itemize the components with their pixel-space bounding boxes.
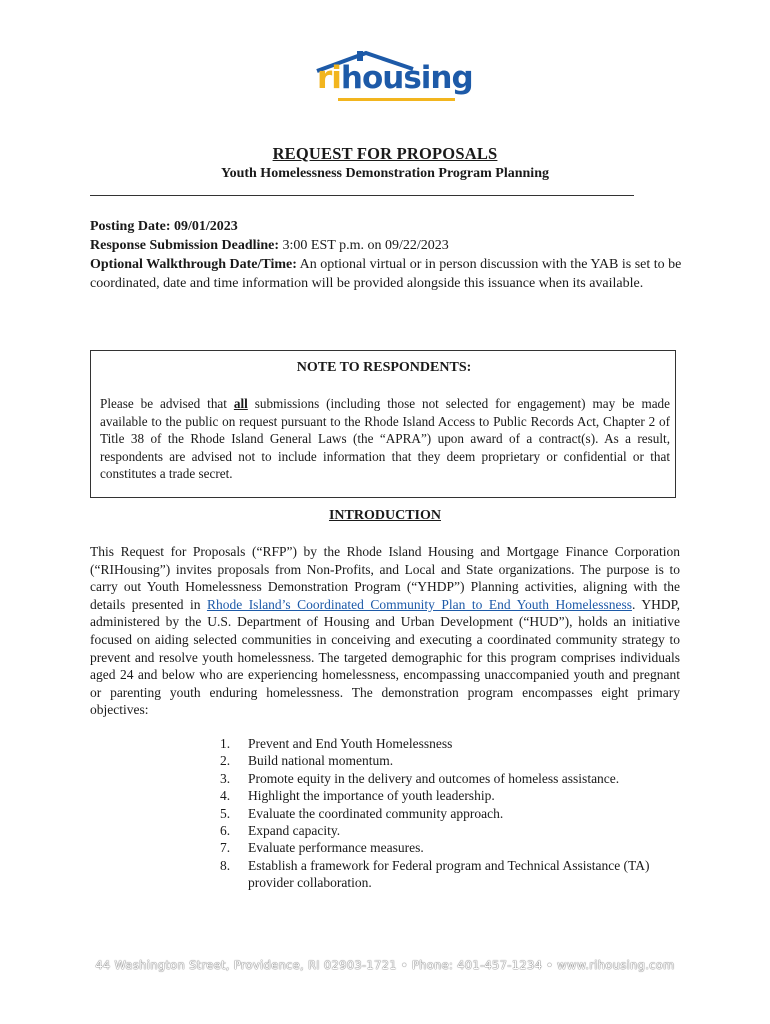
walkthrough-value: An optional virtual or in person discussion with the YAB is set to be coordinated, date and time information will be provided alongside this issuance when its available. bbox=[90, 257, 682, 291]
list-item-text: Build national momentum. bbox=[248, 753, 394, 769]
posting-date: Posting Date: 09/01/2023 bbox=[90, 219, 238, 234]
list-item-text: Establish a framework for Federal program and Technical Assistance (TA) provider collaboration. bbox=[248, 857, 650, 891]
list-item-text: Evaluate performance measures. bbox=[248, 840, 424, 856]
rfp-dates bbox=[90, 217, 685, 293]
list-item bbox=[220, 787, 680, 804]
list-item-number: 8. bbox=[220, 857, 231, 873]
list-item-number: 7. bbox=[220, 840, 231, 856]
walkthrough-label: Optional Walkthrough Date/Time: bbox=[90, 257, 297, 272]
note-body-post: submissions (including those not selected for engagement) may be made available to the public on request pursuant to the Rhode Island Access to Public Records Act, Chapter 2 of Title 38 of the Rhode Island General Laws (the “APRA”) upon award of a contract(s). As a result, respondents are advised not to include information that they deem proprietary or confidential or that constitutes a trade secret. bbox=[100, 396, 670, 482]
logo-ri: ri bbox=[317, 60, 341, 96]
page-subtitle: Youth Homelessness Demonstration Program Planning bbox=[221, 166, 549, 181]
list-item bbox=[220, 735, 680, 752]
intro-body-post: . YHDP, administered by the U.S. Department of Housing and Urban Development (“HUD”), holds an initiative focused on aiding selected communities in conceiving and executing a coordinated community strategy to prevent and resolve youth homelessness. The targeted demographic for this program comprises individuals aged 24 and below who are experiencing homelessness, encompassing unaccompanied youth and pregnant or parenting youth enduring homelessness. The demonstration program encompasses eight primary objectives: bbox=[90, 596, 681, 718]
note-title: NOTE TO RESPONDENTS: bbox=[296, 360, 472, 375]
objectives-list bbox=[220, 735, 680, 892]
intro-body-pre: This Request for Proposals (“RFP”) by the Rhode Island Housing and Mortgage Finance Corporation (“RIHousing”) invites proposals from Non-Profits, and Local and State organizations. The purpose is to carry out Youth Homelessness Demonstration Program (“YHDP”) Planning activities, aligning with the details presented in bbox=[90, 544, 680, 612]
list-item-number: 2. bbox=[220, 753, 231, 769]
list-item-text: Evaluate the coordinated community approach. bbox=[248, 805, 504, 821]
list-item bbox=[220, 857, 680, 892]
logo-housing: housing bbox=[340, 60, 473, 96]
list-item bbox=[220, 839, 680, 856]
list-item-text: Promote equity in the delivery and outcomes of homeless assistance. bbox=[248, 770, 620, 786]
list-item-number: 6. bbox=[220, 823, 231, 839]
title-divider bbox=[90, 195, 634, 196]
page-footer: 44 Washington Street, Providence, RI 02903-1721 • Phone: 401-457-1234 • www.rihousing.com bbox=[95, 958, 675, 972]
introduction-body bbox=[90, 543, 680, 719]
rihousing-logo bbox=[317, 58, 473, 98]
page-title: REQUEST FOR PROPOSALS bbox=[272, 144, 498, 163]
list-item bbox=[220, 752, 680, 769]
list-item-text: Expand capacity. bbox=[248, 823, 341, 839]
list-item bbox=[220, 805, 680, 822]
note-body-pre: Please be advised that bbox=[100, 396, 234, 411]
list-item-number: 1. bbox=[220, 736, 231, 751]
note-to-respondents-box bbox=[90, 350, 676, 498]
list-item-text: Highlight the importance of youth leadership. bbox=[248, 788, 495, 804]
deadline-value: 3:00 EST p.m. on 09/22/2023 bbox=[279, 238, 449, 253]
list-item-number: 5. bbox=[220, 805, 231, 821]
list-item-text: Prevent and End Youth Homelessness bbox=[248, 736, 453, 751]
note-body-emphasis: all bbox=[233, 396, 248, 411]
list-item bbox=[220, 770, 680, 787]
note-body bbox=[100, 395, 670, 483]
list-item bbox=[220, 822, 680, 839]
logo-underline bbox=[338, 98, 455, 101]
coordinated-plan-link[interactable]: Rhode Island’s Coordinated Community Plan to End Youth Homelessness bbox=[206, 596, 633, 612]
introduction-heading: INTRODUCTION bbox=[328, 508, 441, 523]
list-item-number: 3. bbox=[220, 770, 231, 786]
list-item-number: 4. bbox=[220, 788, 231, 804]
deadline-label: Response Submission Deadline: bbox=[90, 238, 280, 253]
